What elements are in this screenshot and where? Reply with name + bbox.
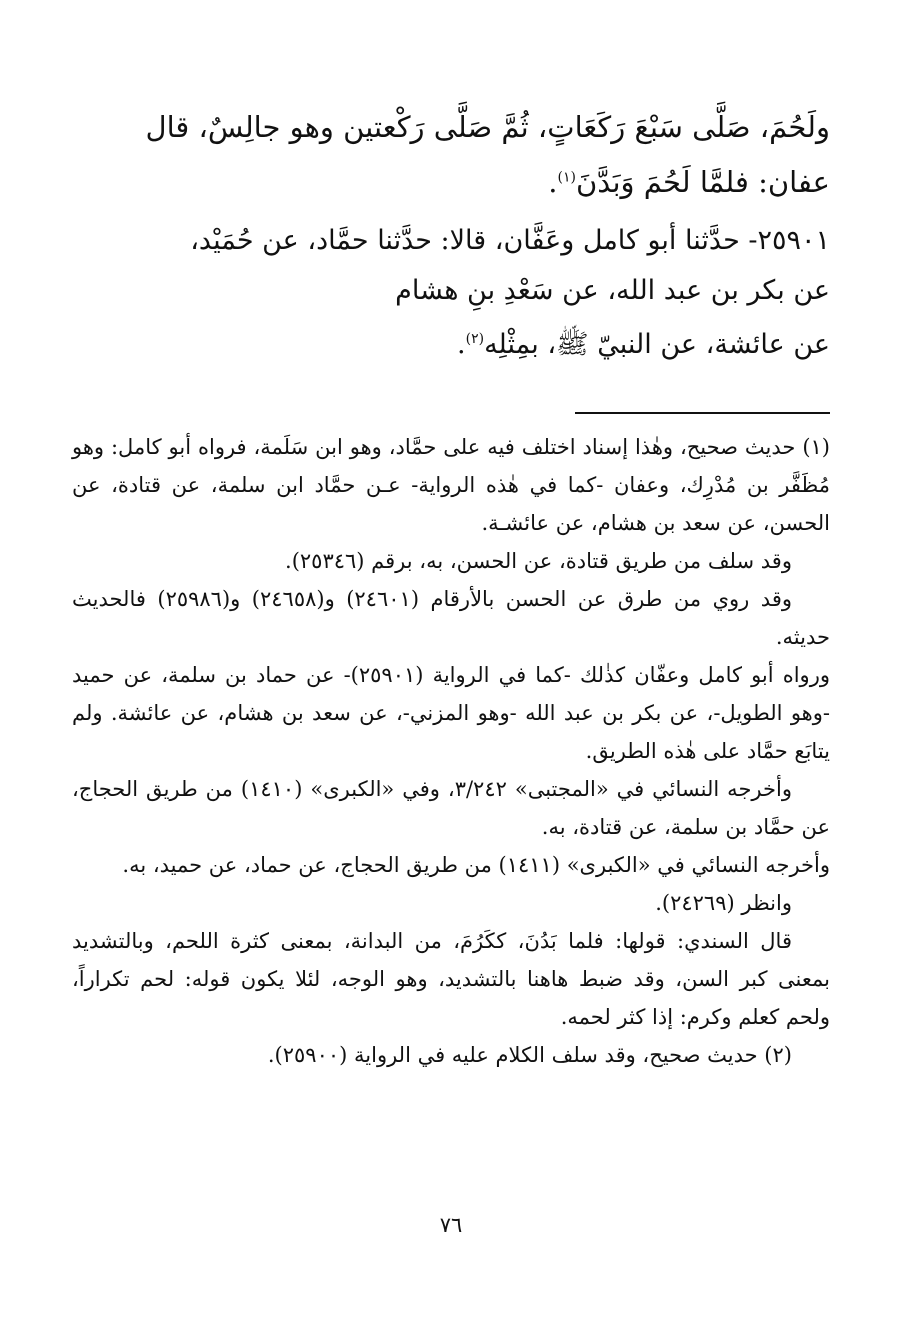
footnotes <box>72 428 830 1074</box>
punctuation: . <box>548 165 558 199</box>
footnote-ref-1: (١) <box>557 169 576 186</box>
footnote-1-intro: (١) حديث صحيح، وهٰذا إسناد اختلف فيه على حمَّاد، وهو ابن سَلَمة، فرواه أبو كامل: وهو مُظَفَّر بن مُدْرِك، وعفان -كما في هٰذه الرواية- عـن حمَّاد ابن سلمة، عن قتادة، عن الحسن، عن سعد بن هشام، عن عائشـة. <box>72 435 830 535</box>
footnote-1-paragraph: وقد سلف من طريق قتادة، عن الحسن، به، برقم (٢٥٣٤٦). <box>285 549 792 573</box>
footnote-2: (٢) حديث صحيح، وقد سلف الكلام عليه في الرواية (٢٥٩٠٠). <box>267 1043 792 1067</box>
matn-line: عن عائشة، عن النبيّ ﷺ، بمِثْلِه <box>484 329 830 360</box>
main-text <box>72 100 830 372</box>
footnote-ref-2: (٢) <box>465 331 485 347</box>
footnote-1-paragraph: وانظر (٢٤٢٦٩). <box>655 891 792 915</box>
footnote-1-paragraph: وقد روي من طرق عن الحسن بالأرقام (٢٤٦٠١) و(٢٤٦٥٨) و(٢٥٩٨٦) فالحديث حديثه. <box>72 587 830 649</box>
footnote-divider <box>575 412 830 414</box>
footnote-1-paragraph: قال السندي: قولها: فلما بَدُنَ، ككَرُمَ، من البدانة، بمعنى كثرة اللحم، وبالتشديد بمعنى كبر السن، وقد ضبط هاهنا بالتشديد، وهو الوجه، لئلا يكون قوله: لحم تكراراً، ولحم كعلم وكرم: إذا كثر لحمه. <box>72 929 830 1029</box>
punctuation: . <box>457 329 466 360</box>
page-number: ٧٦ <box>439 1213 463 1237</box>
isnad-line: عن بكر بن عبد الله، عن سَعْدِ بنِ هشام <box>395 275 830 306</box>
hadith-number-line: ٢٥٩٠١- حدَّثنا أبو كامل وعَفَّان، قالا: حدَّثنا حمَّاد، عن حُمَيْد، <box>190 225 830 256</box>
main-line: عفان: فلمَّا لَحُمَ وَبَدَّنَ <box>575 165 830 199</box>
main-paragraph-2 <box>72 216 830 316</box>
main-paragraph-1 <box>72 100 830 210</box>
footnote-1-paragraph: ورواه أبو كامل وعفّان كذٰلك -كما في الرواية (٢٥٩٠١)- عن حماد بن سلمة، عن حميد -وهو الطويل-، عن بكر بن عبد الله -وهو المزني-، عن سعد بن هشام، عن عائشة. ولم يتابَع حمَّاد على هٰذه الطريق. <box>72 663 830 763</box>
main-paragraph-3 <box>72 318 830 372</box>
footnote-1-paragraph: وأخرجه النسائي في «الكبرى» (١٤١١) من طريق الحجاج، عن حماد، عن حميد، به. <box>122 853 830 877</box>
main-line: ولَحُمَ، صَلَّى سَبْعَ رَكَعَاتٍ، ثُمَّ صَلَّى رَكْعتين وهو جالِسٌ، قال <box>145 110 830 144</box>
footnote-1-paragraph: وأخرجه النسائي في «المجتبى» ٣/٢٤٢، وفي «الكبرى» (١٤١٠) من طريق الحجاج، عن حمَّاد بن سلمة، عن قتادة، به. <box>72 777 830 839</box>
